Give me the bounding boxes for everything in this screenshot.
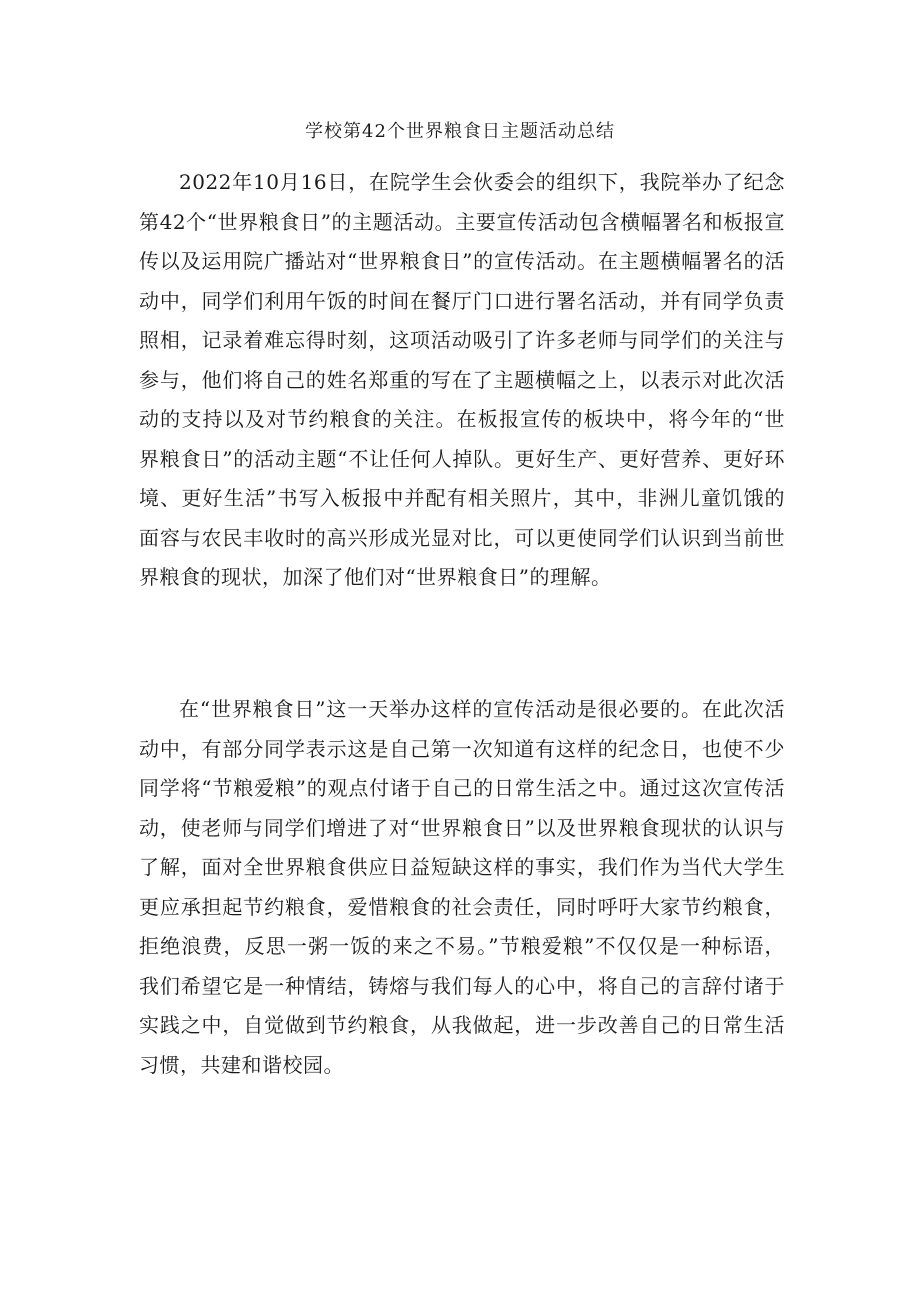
paragraph-1: 2022年10月16日，在院学生会伙委会的组织下，我院举办了纪念第42个“世界粮食日”的主题活动。主要宣传活动包含横幅署名和板报宣传以及运用院广播站对“世界粮食日”的宣传活动。在主题横幅署名的活动中，同学们利用午饭的时间在餐厅门口进行署名活动，并有同学负责照相，记录着难忘得时刻，这项活动吸引了许多老师与同学们的关注与参与，他们将自己的姓名郑重的写在了主题横幅之上，以表示对此次活动的支持以及对节约粮食的关注。在板报宣传的板块中，将今年的“世界粮食日”的活动主题“不让任何人掉队。更好生产、更好营养、更好环境、更好生活”书写入板报中并配有相关照片，其中，非洲儿童饥饿的面容与农民丰收时的高兴形成光显对比，可以更使同学们认识到当前世界粮食的现状，加深了他们对“世界粮食日”的理解。 bbox=[139, 170, 785, 589]
document-title: 学校第42个世界粮食日主题活动总结 bbox=[305, 121, 615, 142]
paragraph-2: 在“世界粮食日”这一天举办这样的宣传活动是很必要的。在此次活动中，有部分同学表示这是自己第一次知道有这样的纪念日，也使不少同学将“节粮爱粮”的观点付诸于自己的日常生活之中。通过这次宣传活动，使老师与同学们增进了对“世界粮食日”以及世界粮食现状的认识与了解，面对全世界粮食供应日益短缺这样的事实，我们作为当代大学生更应承担起节约粮食，爱惜粮食的社会责任，同时呼吁大家节约粮食，拒绝浪费，反思一粥一饭的来之不易。”节粮爱粮”不仅仅是一种标语，我们希望它是一种情结，铸熔与我们每人的心中，将自己的言辞付诸于实践之中，自觉做到节约粮食，从我做起，进一步改善自己的日常生活习惯，共建和谐校园。 bbox=[139, 697, 785, 1077]
